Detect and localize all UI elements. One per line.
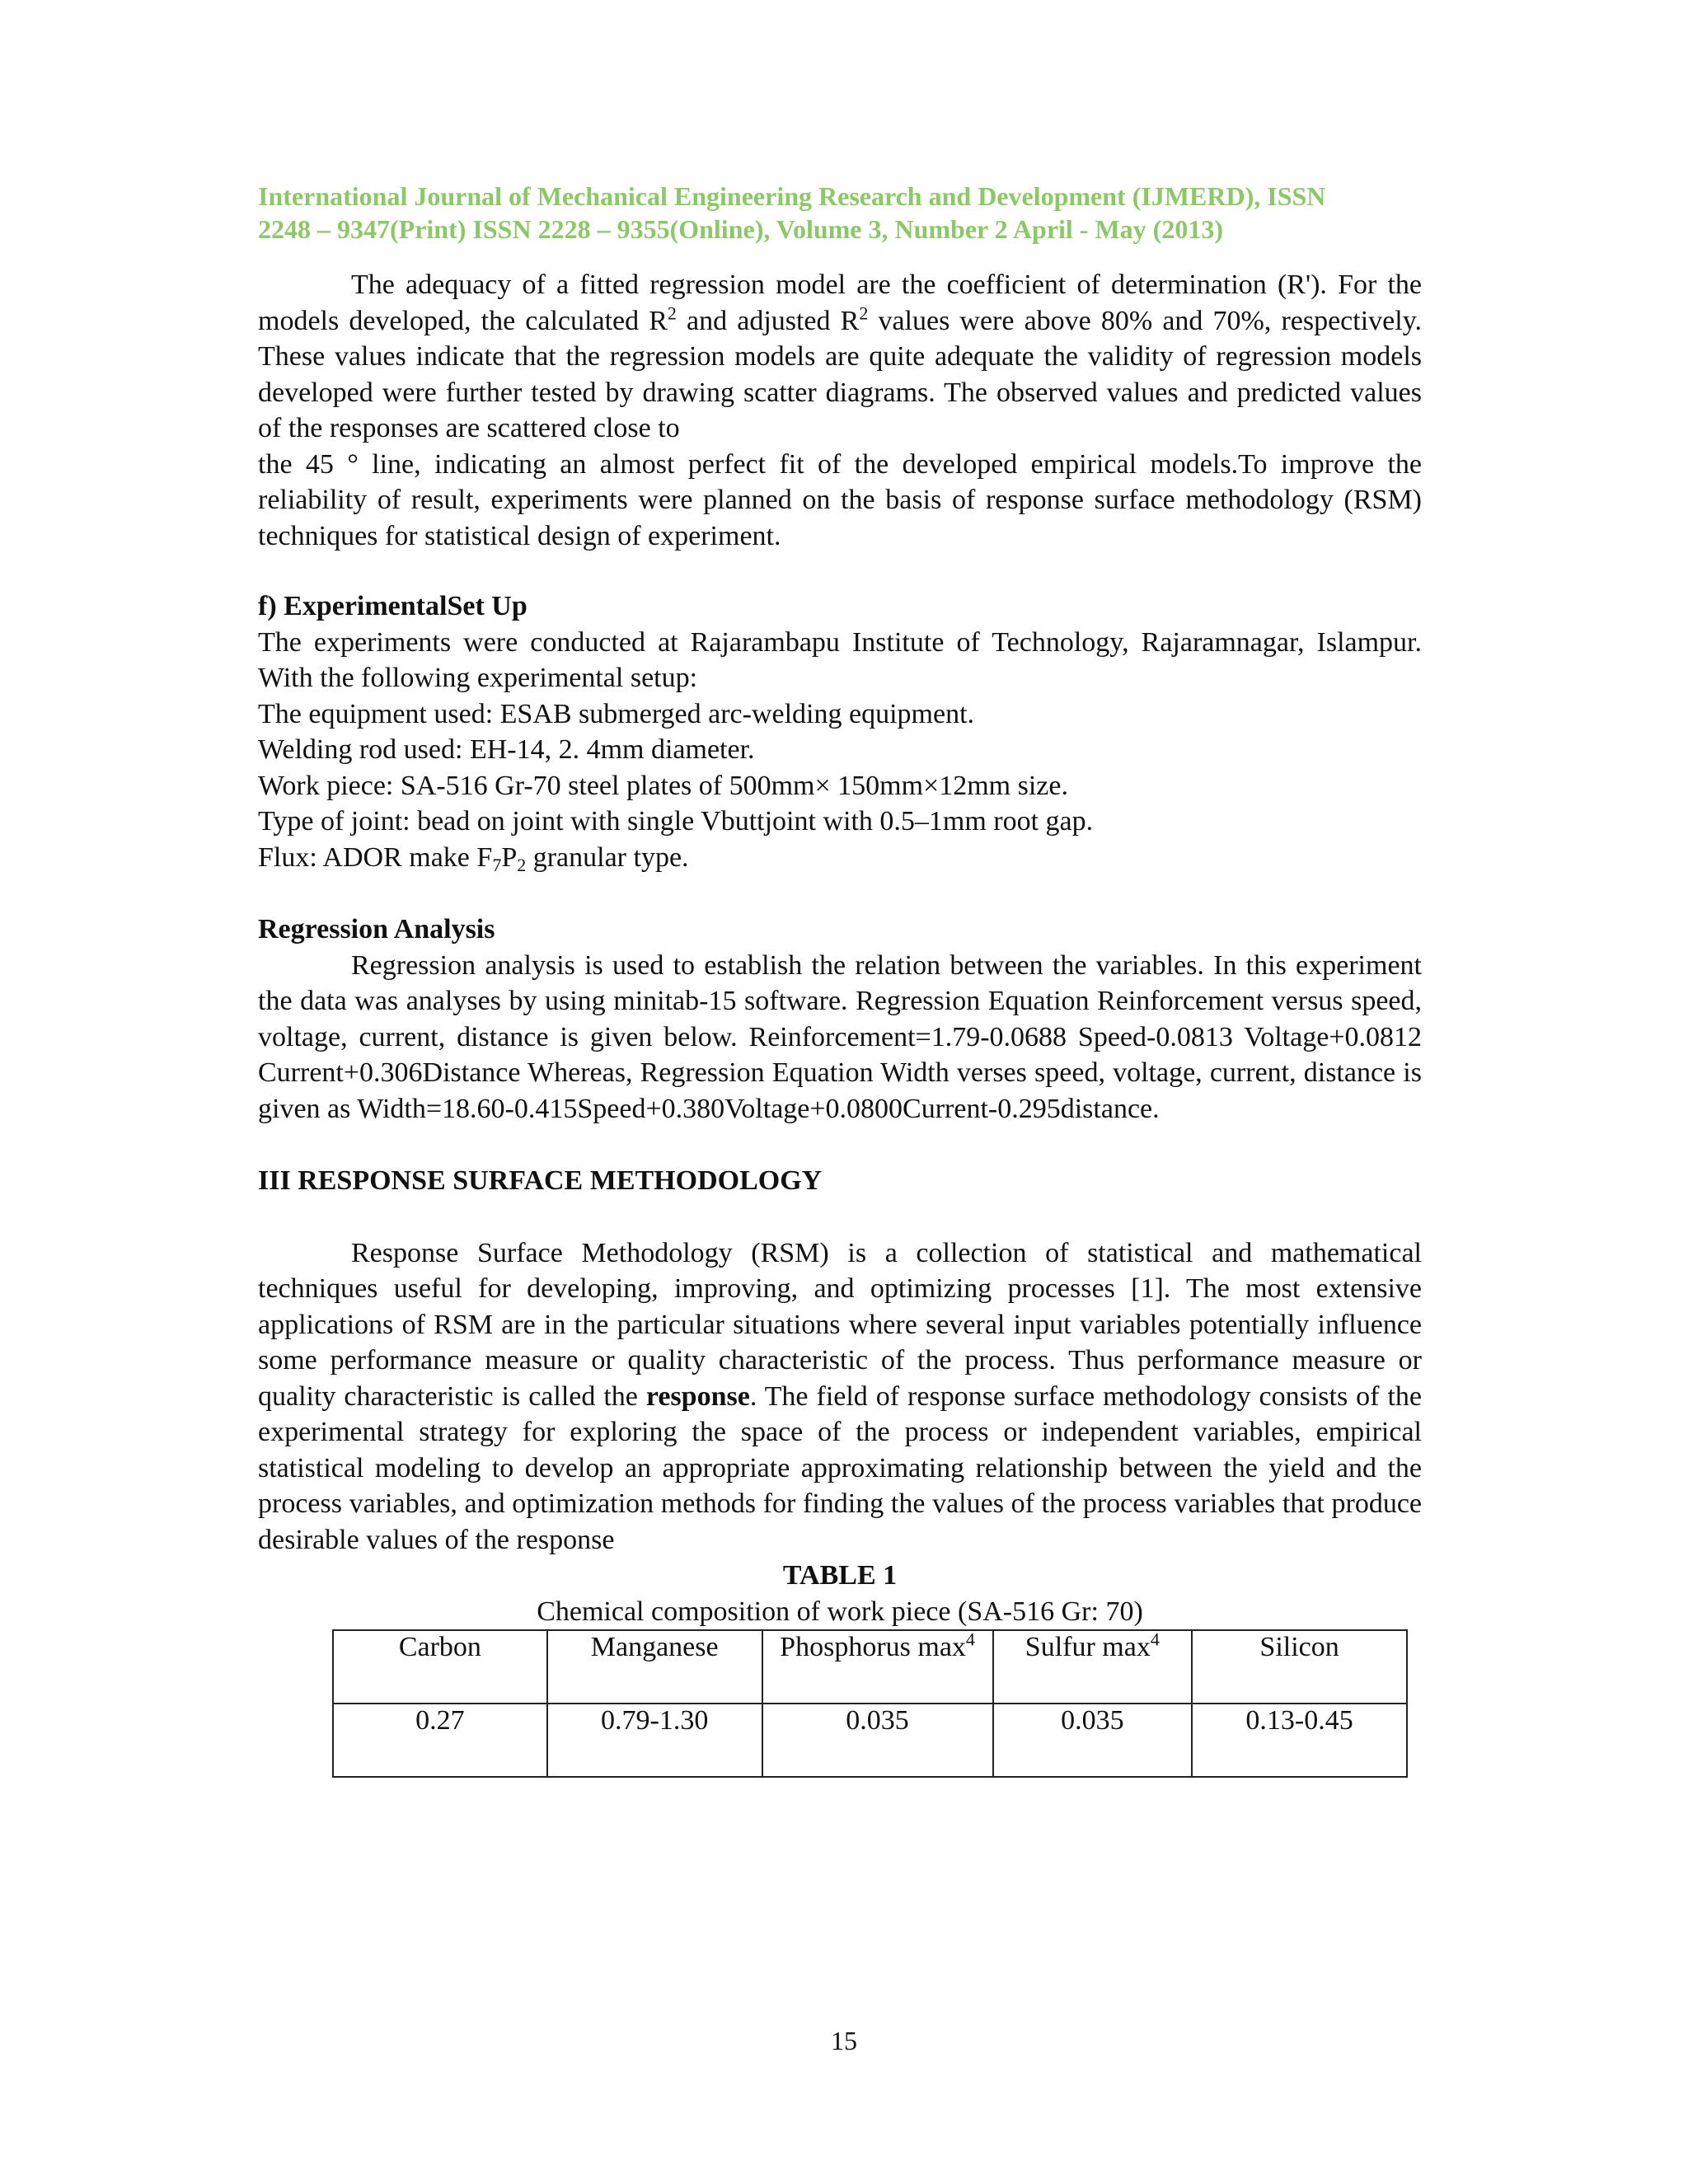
journal-header-line-1: International Journal of Mechanical Engineering Research and Development (IJMERD), ISSN	[258, 181, 1326, 211]
adequacy-text	[258, 267, 1422, 447]
setup-welding-rod: Welding rod used: EH-14, 2. 4mm diameter.	[258, 734, 755, 765]
setup-joint-type: Type of joint: bead on joint with single Vbuttjoint with 0.5–1mm root gap.	[258, 806, 1094, 837]
adjusted-r-squared-superscript: 2	[859, 302, 869, 324]
page-content	[258, 180, 1422, 1778]
adequacy-text-part-2: and adjusted R	[676, 305, 860, 336]
flux-subscript-1: 7	[492, 854, 502, 875]
journal-header-line-2: 2248 – 9347(Print) ISSN 2228 – 9355(Online), Volume 3, Number 2 April - May (2013)	[258, 214, 1223, 244]
adequacy-text-part-3: values were above 80% and 70%, respectively. These values indicate that the regression models are quite adequate the validity of regression models developed were further tested by drawing scatter diagrams. The observed values and predicted values of the responses are scattered close to	[258, 305, 1422, 443]
cell-carbon: 0.27	[333, 1704, 547, 1777]
rsm-section	[258, 1163, 1422, 1558]
rsm-body	[258, 1235, 1422, 1558]
header-sulfur-label: Sulfur max	[1025, 1632, 1151, 1662]
adequacy-paragraph	[258, 267, 1422, 554]
header-phosphorus	[762, 1630, 993, 1704]
header-phosphorus-superscript: 4	[965, 1629, 975, 1650]
r-squared-superscript: 2	[667, 302, 677, 324]
header-manganese: Manganese	[547, 1630, 762, 1704]
cell-sulfur: 0.035	[993, 1704, 1193, 1777]
regression-heading: Regression Analysis	[258, 914, 495, 944]
setup-section	[258, 588, 1422, 875]
header-sulfur	[993, 1630, 1193, 1704]
regression-body: Regression analysis is used to establish the relation between the variables. In this experiment the data was analyses by using minitab-15 software. Regression Equation Reinforcement versus speed, voltage, current, distance is given below. Reinforcement=1.79-0.0688 Speed-0.0813 Voltage+0.0812 Current+0.306Distance Whereas, Regression Equation Width verses speed, voltage, current, distance is given as Width=18.60-0.415Speed+0.380Voltage+0.0800Current-0.295distance.	[258, 949, 1422, 1124]
setup-work-piece: Work piece: SA-516 Gr-70 steel plates of 500mm× 150mm×12mm size.	[258, 770, 1068, 801]
table-header-row	[333, 1630, 1407, 1704]
table-title: TABLE 1	[782, 1560, 898, 1591]
header-phosphorus-label: Phosphorus max	[780, 1632, 966, 1662]
flux-text-c: granular type.	[526, 841, 689, 873]
setup-flux	[258, 840, 1422, 876]
flux-subscript-2: 2	[517, 854, 527, 875]
cell-silicon: 0.13-0.45	[1192, 1704, 1407, 1777]
cell-phosphorus: 0.035	[762, 1704, 993, 1777]
rsm-heading: III RESPONSE SURFACE METHODOLOGY	[258, 1165, 823, 1196]
table-caption: Chemical composition of work piece (SA-516 Gr: 70)	[537, 1596, 1143, 1627]
table-row	[333, 1704, 1407, 1777]
adequacy-text-part-1: The adequacy of a fitted regression model are the coefficient of determination (R'). For the models developed, the calculated R	[258, 269, 1422, 336]
header-silicon: Silicon	[1192, 1630, 1407, 1704]
rsm-response-bold: response	[645, 1380, 750, 1412]
regression-section	[258, 912, 1422, 1127]
header-sulfur-superscript: 4	[1150, 1629, 1160, 1650]
setup-equipment: The equipment used: ESAB submerged arc-welding equipment.	[258, 698, 975, 729]
page-number: 15	[831, 2026, 857, 2055]
composition-table	[332, 1629, 1408, 1778]
flux-text-a: Flux: ADOR make F	[258, 841, 493, 873]
rsm-body-part-2: . The field of response surface methodology consists of the experimental strategy for exploring the space of the process or independent variables, empirical statistical modeling to develop an appropriate approximating relationship between the yield and the process variables, and optimization methods for finding the values of the process variables that produce desirable values of the response	[258, 1380, 1422, 1555]
header-carbon: Carbon	[333, 1630, 547, 1704]
journal-header	[258, 180, 1422, 246]
flux-text-b: P	[501, 841, 518, 873]
setup-intro: The experiments were conducted at Rajarambapu Institute of Technology, Rajaramnagar, Islampur. With the following experimental setup:	[258, 626, 1422, 693]
setup-heading: f) ExperimentalSet Up	[258, 591, 528, 621]
adequacy-text-continued: the 45 ° line, indicating an almost perfect fit of the developed empirical models.To improve the reliability of result, experiments were planned on the basis of response surface methodology (RSM) techniques for statistical design of experiment.	[258, 448, 1422, 551]
table-1	[258, 1558, 1422, 1778]
rsm-body-part-1: Response Surface Methodology (RSM) is a collection of statistical and mathematical techniques useful for developing, improving, and optimizing processes [1]. The most extensive applications of RSM are in the particular situations where several input variables potentially influence some performance measure or quality characteristic of the process. Thus performance measure or quality characteristic is called the	[258, 1237, 1422, 1412]
cell-manganese: 0.79-1.30	[547, 1704, 762, 1777]
